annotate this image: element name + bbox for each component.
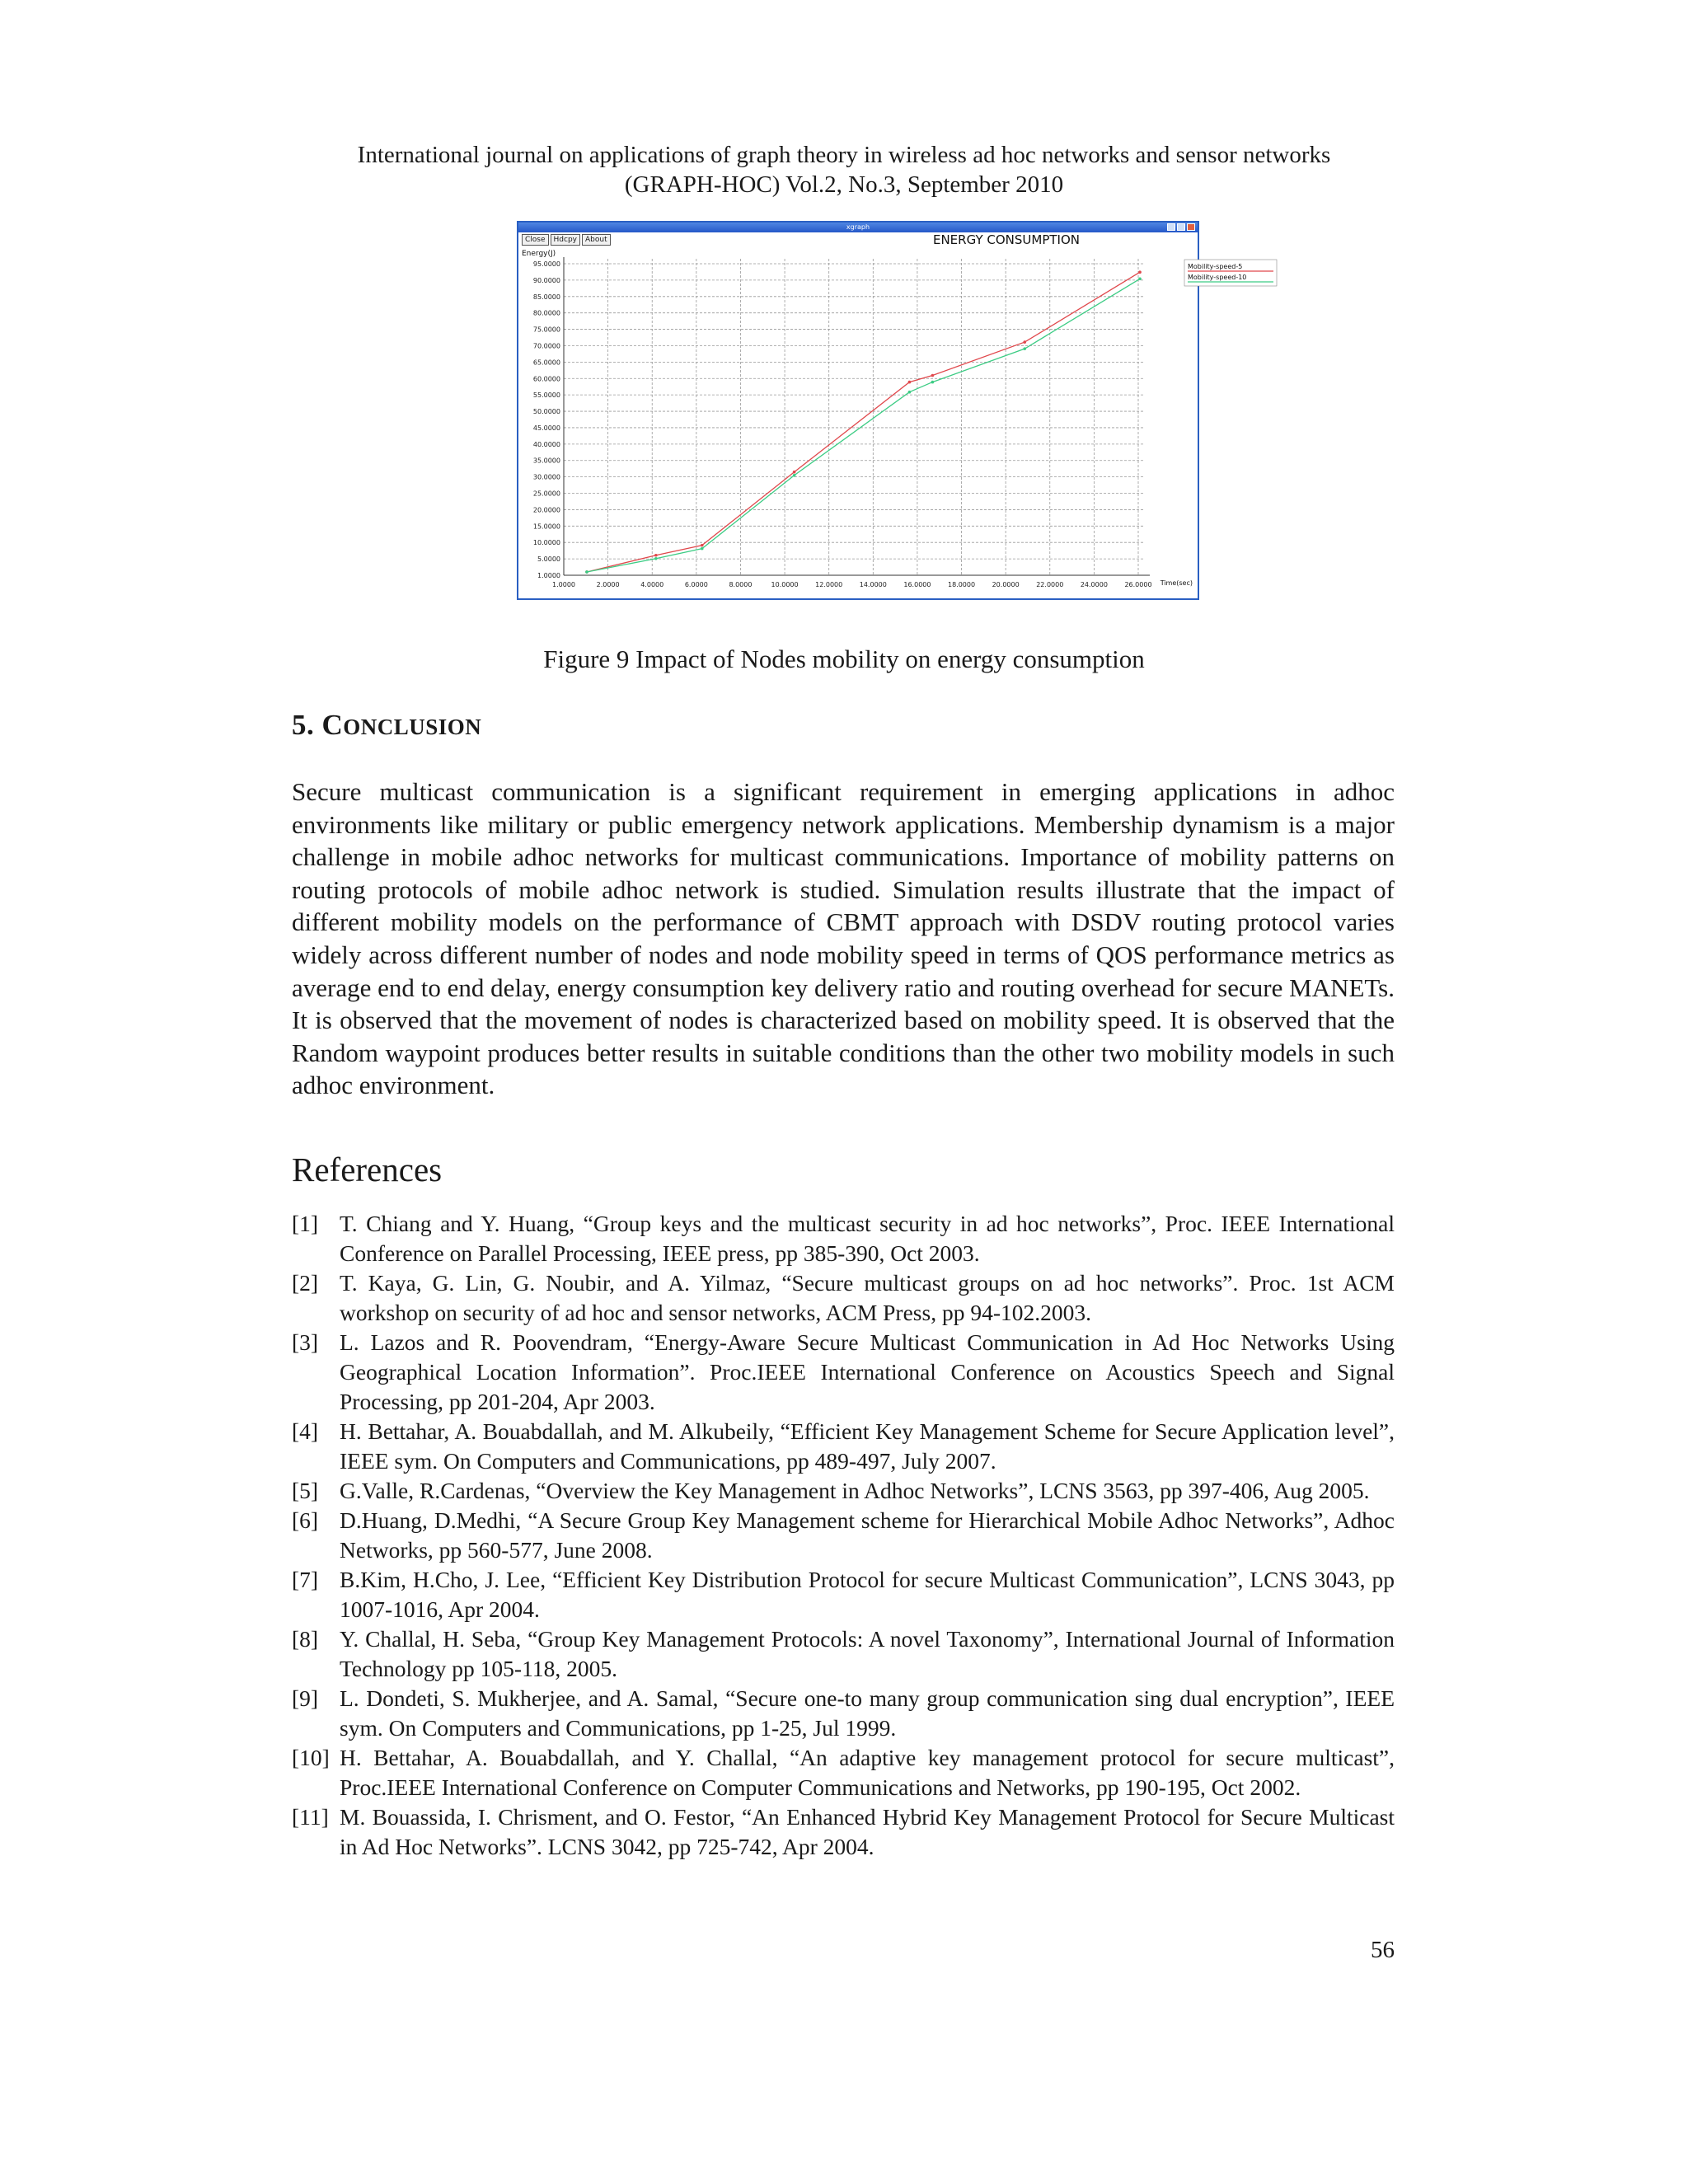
- reference-number: [7]: [292, 1567, 319, 1592]
- data-point: [654, 554, 658, 557]
- figure-caption: Figure 9 Impact of Nodes mobility on energy consumption: [543, 644, 1145, 673]
- reference-item: [292, 1506, 1395, 1565]
- data-point: [1138, 277, 1142, 280]
- y-tick-label: 90.0000: [532, 276, 560, 284]
- data-point: [793, 474, 796, 477]
- reference-number: [8]: [292, 1626, 319, 1652]
- y-tick-label: 80.0000: [532, 309, 560, 317]
- hardcopy-button[interactable]: Hdcpy: [551, 234, 580, 246]
- y-tick-label: 60.0000: [532, 375, 560, 383]
- data-point: [654, 557, 658, 560]
- reference-number: [6]: [292, 1507, 319, 1533]
- reference-text: T. Chiang and Y. Huang, “Group keys and the multicast security in ad hoc networks”, Proc. IEEE International Conference on Parallel Processing, IEEE press, pp 385-390, Oct 2003.: [340, 1211, 1395, 1266]
- reference-number: [10]: [292, 1745, 330, 1770]
- journal-header-line1: International journal on applications of graph theory in wireless ad hoc networks and sensor networks: [357, 142, 1331, 168]
- data-point: [931, 374, 935, 377]
- y-tick-label: 5.0000: [537, 555, 560, 564]
- x-tick-label: 1.0000: [552, 581, 575, 588]
- y-tick-label: 85.0000: [532, 293, 560, 301]
- reference-number: [2]: [292, 1270, 319, 1296]
- reference-number: [11]: [292, 1804, 329, 1830]
- close-button[interactable]: Close: [522, 234, 549, 246]
- reference-number: [5]: [292, 1478, 319, 1503]
- journal-header-line2: (GRAPH-HOC) Vol.2, No.3, September 2010: [624, 171, 1064, 198]
- y-tick-label: 95.0000: [532, 260, 560, 268]
- xgraph-window: [517, 221, 1247, 600]
- y-tick-label: 55.0000: [532, 391, 560, 400]
- y-tick-label: 40.0000: [532, 440, 560, 448]
- x-tick-label: 24.0000: [1080, 581, 1108, 588]
- data-point: [1023, 347, 1026, 350]
- y-tick-label: 75.0000: [532, 326, 560, 334]
- data-point: [908, 391, 912, 394]
- x-tick-label: 18.0000: [947, 581, 976, 588]
- y-tick-label: 50.0000: [532, 408, 560, 416]
- y-tick-label: 70.0000: [532, 342, 560, 350]
- y-axis-label: Energy(J): [522, 250, 556, 258]
- reference-text: T. Kaya, G. Lin, G. Noubir, and A. Yilmaz, “Secure multicast groups on ad hoc networks”. Proc. 1st ACM workshop on security of ad hoc and sensor networks, ACM Press, pp 94-102.2003.: [340, 1270, 1395, 1325]
- ticks: [533, 260, 1152, 588]
- reference-number: [9]: [292, 1685, 319, 1711]
- x-axis-label: Time(sec): [1160, 579, 1193, 587]
- reference-text: M. Bouassida, I. Chrisment, and O. Festor, “An Enhanced Hybrid Key Management Protocol for Secure Multicast in Ad Hoc Networks”. LCNS 3042, pp 725-742, Apr 2004.: [340, 1804, 1395, 1859]
- data-point: [585, 570, 588, 574]
- conclusion-paragraph: Secure multicast communication is a significant requirement in emerging applications in adhoc environments like military or public emergency network applications. Membership dynamism is a major challenge in mobile adhoc networks for multicast communications. Importance of mobility patterns on routing protocols of mobile adhoc network is studied. Simulation results illustrate that the impact of different mobility models on the performance of CBMT approach with DSDV routing protocol varies widely across different number of nodes and node mobility speed in terms of QOS performance metrics as average end to end delay, energy consumption key delivery ratio and routing overhead for secure MANETs. It is observed that the movement of nodes is characterized based on mobility speed. It is observed that the Random waypoint produces better results in suitable conditions than the other two mobility models in such adhoc environment.: [292, 777, 1395, 1100]
- data-point: [793, 471, 796, 474]
- series-lines: [585, 270, 1142, 573]
- x-tick-label: 4.0000: [640, 581, 664, 588]
- data-point: [701, 547, 704, 551]
- y-tick-label: 15.0000: [532, 523, 560, 531]
- legend-label: Mobility-speed-10: [1188, 274, 1247, 281]
- reference-text: D.Huang, D.Medhi, “A Secure Group Key Management scheme for Hierarchical Mobile Adhoc Networks”, Adhoc Networks, pp 560-577, June 2008.: [340, 1507, 1395, 1563]
- reference-item: [292, 1565, 1395, 1624]
- references-heading: References: [292, 1151, 443, 1188]
- y-tick-label: 20.0000: [532, 506, 560, 514]
- y-tick-label: 35.0000: [532, 457, 560, 465]
- series-line-1: [587, 272, 1140, 572]
- reference-text: H. Bettahar, A. Bouabdallah, and M. Alkubeily, “Efficient Key Management Scheme for Secure Application level”, IEEE sym. On Computers and Communications, pp 489-497, July 2007.: [340, 1418, 1395, 1474]
- reference-text: G.Valle, R.Cardenas, “Overview the Key Management in Adhoc Networks”, LCNS 3563, pp 397-406, Aug 2005.: [340, 1478, 1370, 1503]
- reference-item: [292, 1802, 1395, 1862]
- reference-number: [1]: [292, 1211, 319, 1236]
- x-tick-label: 14.0000: [859, 581, 887, 588]
- x-tick-label: 16.0000: [903, 581, 931, 588]
- data-point: [931, 381, 935, 384]
- window-title: xgraph: [846, 223, 870, 231]
- reference-item: [292, 1209, 1395, 1268]
- y-tick-label: 65.0000: [532, 359, 560, 367]
- reference-number: [4]: [292, 1418, 319, 1444]
- y-tick-label: 30.0000: [532, 473, 560, 481]
- reference-text: B.Kim, H.Cho, J. Lee, “Efficient Key Distribution Protocol for secure Multicast Communication”, LCNS 3043, pp 1007-1016, Apr 2004.: [340, 1567, 1395, 1622]
- page-number: 56: [1371, 1937, 1395, 1963]
- x-tick-label: 2.0000: [596, 581, 620, 588]
- data-point: [1138, 270, 1142, 274]
- reference-item: [292, 1328, 1395, 1417]
- y-tick-label: 45.0000: [532, 424, 560, 432]
- x-tick-label: 20.0000: [992, 581, 1020, 588]
- legend: [1184, 260, 1277, 286]
- x-tick-label: 6.0000: [684, 581, 708, 588]
- section-number: 5.: [292, 709, 315, 741]
- section-title-initial: C: [321, 709, 344, 741]
- section-title-rest: ONCLUSION: [343, 715, 482, 739]
- data-point: [701, 544, 704, 547]
- reference-item: [292, 1743, 1395, 1802]
- reference-item: [292, 1476, 1395, 1506]
- reference-number: [3]: [292, 1329, 319, 1355]
- y-tick-label: 1.0000: [537, 572, 560, 579]
- data-point: [908, 381, 912, 384]
- reference-item: [292, 1417, 1395, 1476]
- reference-item: [292, 1684, 1395, 1743]
- x-tick-label: 22.0000: [1036, 581, 1064, 588]
- about-button[interactable]: About: [582, 234, 611, 246]
- y-tick-label: 25.0000: [532, 490, 560, 498]
- reference-text: L. Lazos and R. Poovendram, “Energy-Aware Secure Multicast Communication in Ad Hoc Networks Using Geographical Location Information”. Proc.IEEE International Conference on Acoustics Speech and Signal Processing, pp 201-204, Apr 2003.: [340, 1329, 1395, 1414]
- chart-title: ENERGY CONSUMPTION: [932, 232, 1081, 247]
- reference-text: L. Dondeti, S. Mukherjee, and A. Samal, “Secure one-to many group communication sing dual encryption”, IEEE sym. On Computers and Communications, pp 1-25, Jul 1999.: [340, 1685, 1395, 1741]
- reference-text: Y. Challal, H. Seba, “Group Key Management Protocols: A novel Taxonomy”, International Journal of Information Technology pp 105-118, 2005.: [340, 1626, 1395, 1681]
- x-tick-label: 10.0000: [771, 581, 799, 588]
- grid: [564, 257, 1150, 575]
- reference-item: [292, 1268, 1395, 1328]
- reference-list: [292, 1209, 1395, 1862]
- legend-label: Mobility-speed-5: [1188, 263, 1243, 270]
- section-heading: [292, 709, 481, 742]
- x-tick-label: 12.0000: [815, 581, 843, 588]
- data-point: [1023, 340, 1026, 344]
- reference-text: H. Bettahar, A. Bouabdallah, and Y. Challal, “An adaptive key management protocol for secure multicast”, Proc.IEEE International Conference on Computer Communications and Networks, pp 190-195, Oct 2002.: [340, 1745, 1395, 1800]
- x-tick-label: 26.0000: [1124, 581, 1152, 588]
- energy-chart: [518, 223, 1247, 598]
- y-tick-label: 10.0000: [532, 539, 560, 547]
- x-tick-label: 8.0000: [729, 581, 753, 588]
- reference-item: [292, 1624, 1395, 1684]
